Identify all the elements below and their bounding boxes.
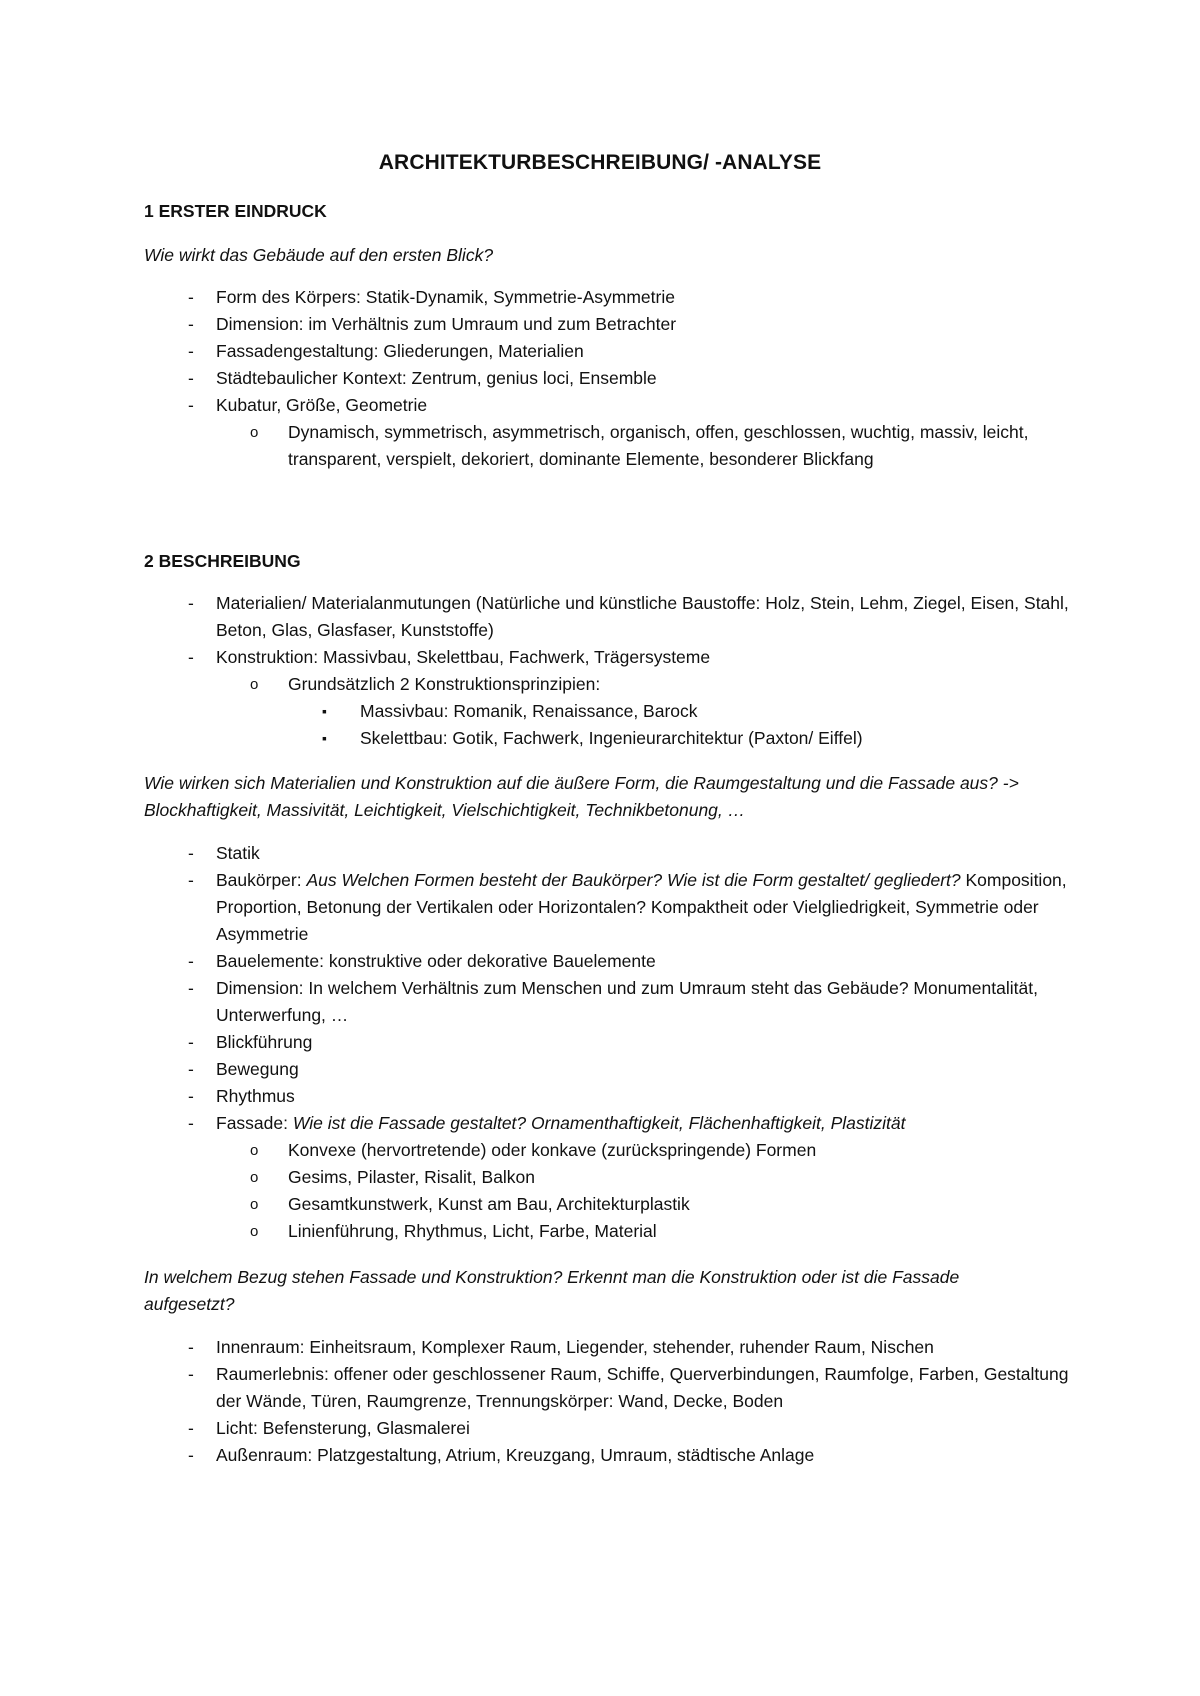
list-item: - Innenraum: Einheitsraum, Komplexer Raum, Liegender, stehender, ruhender Raum, Nischen	[144, 1334, 1074, 1361]
sub-list-item: o Linienführung, Rhythmus, Licht, Farbe, Material	[216, 1218, 1074, 1245]
sub-list	[216, 419, 1074, 473]
sub-list-item	[216, 671, 1074, 752]
sub-list-item: o Dynamisch, symmetrisch, asymmetrisch, organisch, offen, geschlossen, wuchtig, massiv, leicht, transparent, verspielt, dekoriert, dominante Elemente, besonderer Blickfang	[216, 419, 1074, 473]
section-1-heading: 1 ERSTER EINDRUCK	[144, 201, 327, 221]
list-item: - Form des Körpers: Statik-Dynamik, Symmetrie-Asymmetrie	[144, 284, 1074, 311]
section-2-heading: 2 BESCHREIBUNG	[144, 551, 301, 571]
sub-sub-list-item: ▪ Massivbau: Romanik, Renaissance, Barock	[288, 698, 1074, 725]
list-item-text: Konstruktion: Massivbau, Skelettbau, Fachwerk, Trägersysteme	[216, 647, 711, 667]
section-1-list	[144, 284, 1074, 473]
section-2-list-b	[144, 840, 1074, 1245]
list-item: - Bewegung	[144, 1056, 1074, 1083]
list-item	[144, 867, 1074, 948]
page-title: ARCHITEKTURBESCHREIBUNG/ -ANALYSE	[378, 151, 822, 174]
list-item: - Städtebaulicher Kontext: Zentrum, genius loci, Ensemble	[144, 365, 1074, 392]
section-1-question: Wie wirkt das Gebäude auf den ersten Blick?	[144, 245, 494, 265]
list-item	[144, 644, 1074, 752]
section-2-question-1: Wie wirken sich Materialien und Konstruktion auf die äußere Form, die Raumgestaltung und die Fassade aus? -> Blockhaftigkeit, Massivität, Leichtigkeit, Vielschichtigkeit, Technikbetonung, …	[144, 773, 1019, 820]
list-item-text: Kubatur, Größe, Geometrie	[216, 395, 428, 415]
baukoerper-question: Aus Welchen Formen besteht der Baukörper? Wie ist die Form gestaltet/ gegliedert?	[306, 870, 961, 890]
list-item	[144, 1110, 1074, 1245]
sub-sub-list-item: ▪ Skelettbau: Gotik, Fachwerk, Ingenieurarchitektur (Paxton/ Eiffel)	[288, 725, 1074, 752]
sub-list	[216, 1137, 1074, 1245]
sub-list-item: o Gesims, Pilaster, Risalit, Balkon	[216, 1164, 1074, 1191]
sub-list	[216, 671, 1074, 752]
sub-list-item: o Konvexe (hervortretende) oder konkave (zurückspringende) Formen	[216, 1137, 1074, 1164]
list-item: - Rhythmus	[144, 1083, 1074, 1110]
baukoerper-label: Baukörper:	[216, 870, 307, 890]
list-item: - Statik	[144, 840, 1074, 867]
list-item: - Blickführung	[144, 1029, 1074, 1056]
list-item: - Außenraum: Platzgestaltung, Atrium, Kreuzgang, Umraum, städtische Anlage	[144, 1442, 1074, 1469]
fassade-label: Fassade:	[216, 1113, 293, 1133]
list-item: - Bauelemente: konstruktive oder dekorative Bauelemente	[144, 948, 1074, 975]
section-2-list-a	[144, 590, 1074, 752]
sub-list-item-text: Grundsätzlich 2 Konstruktionsprinzipien:	[288, 674, 601, 694]
list-item: - Materialien/ Materialanmutungen (Natürliche und künstliche Baustoffe: Holz, Stein, Lehm, Ziegel, Eisen, Stahl, Beton, Glas, Glasfaser, Kunststoffe)	[144, 590, 1074, 644]
section-2-question-2: In welchem Bezug stehen Fassade und Konstruktion? Erkennt man die Konstruktion oder ist die Fassade aufgesetzt?	[144, 1267, 960, 1314]
sub-list-item: o Gesamtkunstwerk, Kunst am Bau, Architekturplastik	[216, 1191, 1074, 1218]
list-item	[144, 392, 1074, 473]
fassade-question: Wie ist die Fassade gestaltet? Ornamenthaftigkeit, Flächenhaftigkeit, Plastizität	[292, 1113, 906, 1133]
baukoerper-rest: Komposition, Proportion, Betonung der Vertikalen oder Horizontalen? Kompaktheit oder Vielgliedrigkeit, Symmetrie oder Asymmetrie	[216, 870, 1067, 944]
list-item: - Fassadengestaltung: Gliederungen, Materialien	[144, 338, 1074, 365]
list-item: - Raumerlebnis: offener oder geschlossener Raum, Schiffe, Querverbindungen, Raumfolge, Farben, Gestaltung der Wände, Türen, Raumgrenze, Trennungskörper: Wand, Decke, Boden	[144, 1361, 1074, 1415]
section-2-list-c	[144, 1334, 1074, 1469]
list-item: - Licht: Befensterung, Glasmalerei	[144, 1415, 1074, 1442]
list-item: - Dimension: im Verhältnis zum Umraum und zum Betrachter	[144, 311, 1074, 338]
sub-sub-list	[288, 698, 1074, 752]
list-item: - Dimension: In welchem Verhältnis zum Menschen und zum Umraum steht das Gebäude? Monumentalität, Unterwerfung, …	[144, 975, 1074, 1029]
